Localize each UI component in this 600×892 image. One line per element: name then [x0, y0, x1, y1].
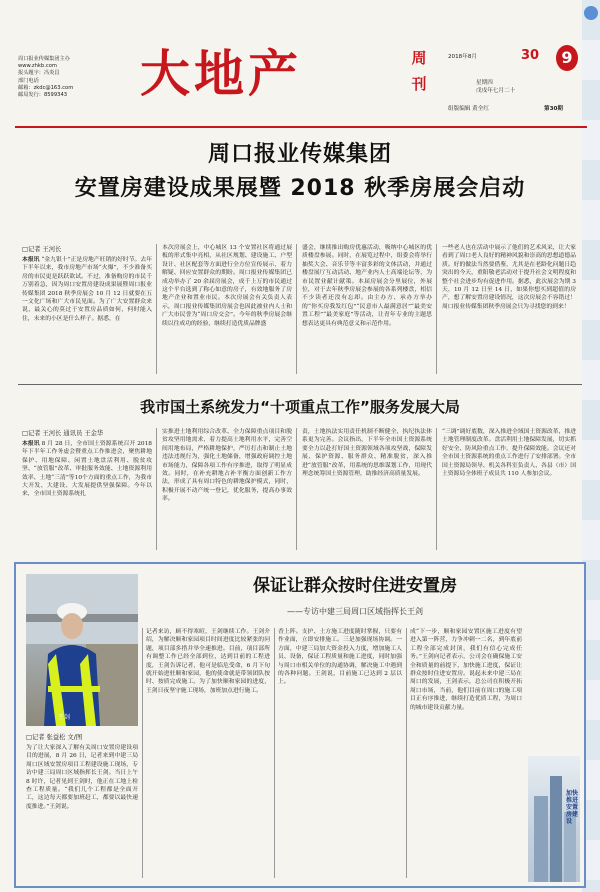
info-line: 部门电话 [18, 77, 39, 84]
article1-col1 [22, 256, 152, 376]
article2-byline: □记者 王河长 通讯员 王金华 [22, 430, 104, 437]
masthead [0, 0, 600, 128]
article3-col3: 香上阵。支护、土方施工进度随时掌握，只要有作业面，立即安排施工。三是加强现场协调。一方面，中建三局加大资金投入力度，增加施工人员、设备，保证工程质量和施工进度，同时加强与周口市相关单位的沟通协调，解决施工中遇到的各种问题。王剑说，目前施工已达到 2 层以上。 [278, 629, 402, 686]
article2-col4: “三调”调好底数，深入推进全域国土资源改革，推进土地管理制度改革。盘活利用土地保障发展，切实抓好安全、防风险重点工作，提升保障效能。会议还对全市国土资源系统的重点工作进行了安排部署。全市国土资源局领导、机关各科室负责人、各县（市）国土资源局全体班子成员共 110 人参加会议。 [442, 429, 576, 478]
article1-col2: 本次房展会上，中心城区 13 个安置社区将通过展板的形式集中亮相，从社区规划、建设施工、户型设计、社区配套等方面进行全方位宣传展示，着力解疑、回应安置群众的期盼。周口报业传媒集团已成功举办了 20 余届房展会，成千上万的市民通过这个平台选到了称心如意的房子，有效地服务了房地产企业和置业市民。本次房展会有关负责人表示，周口报业传媒集团房展会也因此被业内人士和广大市民誉为“周口房交会”。今年的秋季房展会继续以往成功的经验，继续打造优质品牌盛 [162, 245, 292, 327]
worker-photo-icon [26, 574, 138, 726]
article1-byline: □记者 王河长 [22, 246, 62, 253]
info-line: 周口报业传媒集团主办 [18, 56, 70, 62]
column-rule [406, 628, 407, 878]
column-rule [156, 244, 157, 374]
article1-col3: 盛会，继续推出购房优惠活动，吸纳中心城区的优质楼盘参展。同时，在展览过程中，组委会将举行抽奖大会、音乐节等丰富多彩的文体活动，并通过楼盘展厅互动活动、地产业内人士高端论坛等，为市民置业献计献策。本届房展会分里展位，外展位，对于去年秋季房展会参展的各系列楼盘，相信不少读者还没有忘却。由主办方、承办方举办的“你买房我发红包”“民意市人最满意居”“最美安置工程”“最美家庭”等活动，让青年专业的主题思想表达更具有典范意义和示范作用。 [302, 245, 432, 327]
issue-number: 第30期 [544, 106, 563, 112]
article2-col3: 责，土地执法实用责任机制不断健全，执纪执法体系更为完善。会议指出，下半年全市国土资源系统要全力以赴打好国土资源领域各项攻坚战，保障发展、保护资源、服务群众、精准脱贫，深入推进“放管服”改革，用系统的思维谋划工作，用现代理念统筹国土资源管理，助推经济高质量发展。 [302, 429, 432, 478]
weekly-label [408, 48, 430, 94]
article1-col4: 一些老人也在活动中展示了他们的艺术风采，让大家看到了周口老人良好的精神风貌和崇高的思想道德品质。好的做法当然要借鉴，尤其是在老龄化问题日趋突出的今天，重阳敬老活动对于提升社会文明程度和整个社会进步均有促进作用。据悉，此次展会为期 3 天，10 月 12 日至 14 日，如果你想买到超值的房产，想了解安置房建设情况，这次房展会不容错过！周口报业传媒集团秋季房展会只为寻找您的到来！ [442, 245, 576, 310]
article2-col2: 实推进土地利用综合改革、全力保障重点项目和脱贫攻坚用地需求，着力提高土地利用水平，完善空间用地布局，严格耕地保护，严厉打击和制止土地违法违规行为，强化土地储备，增强政府调控土地市场能力，保障各项工作有序推进，取得了明显成效。同时，在补充耕地占补平衡方面创新工作方法，形成了具有周口特色的耕地保护模式，同时，积极开展不动产统一登记，优化服务，提高办事效率。 [162, 429, 292, 503]
figure-caption: 加快推进安置房建设 [566, 790, 579, 825]
article3-col4: 成“下一步，顺和家园安置区施工进度有望进入第一阵营，力争冲刺一二名，到年底前工程全部完成封顶，我们有信心完成任务。”王剑向记者表示，公司会在确保施工安全和质量的前提下，加快施工进度，保证让群众按时住进安置房。说起未来中建三局在周口的发展，王剑表示，总公司在积极开拓周口市场，当前，他们目前在周口的施工项目正有序推进，继续打造优质工程，为周口的城市建设贡献力量。 [410, 629, 522, 711]
article2-col1-text: 8 月 28 日，全市国土资源系统召开 2018 年下半年工作务虚会暨重点工作推进会，聚焦耕地保护、用地保障、闲置土地盘活利用、脱贫攻坚、“放管服”改革、审批服务效能、土地资源利用效率、土地“三清”等10个方面的重点工作，为我市大开发、大建设、大发展提供坚强保障。今年以来，全市国土资源系统扎 [22, 441, 152, 498]
column-rule [296, 428, 297, 550]
article1-title-line1: 周口报业传媒集团 [207, 142, 392, 167]
weekday: 星期四 [476, 80, 493, 86]
column-rule [436, 428, 437, 550]
article1-headline [18, 138, 582, 206]
newspaper-logo: 大地产 [140, 44, 302, 103]
weekly-label-2: 刊 [411, 75, 427, 93]
article2-col1 [22, 440, 152, 552]
article2-headline: 我市国土系统发力“十项重点工作”服务发展大局 [140, 398, 460, 416]
article3-headline: 保证让群众按时住进安置房 [253, 576, 457, 596]
article1-col1-text: “金九银十”正是房地产旺销的好时节。去年下半年以来，我市房地产市场“火爆”，不少准备买房的市民更是跃跃欲试。不过，准备购房的市民千万别着急，因为周口安置房建设成果展暨周口报业传媒集团 2018 秋季房展会 10 月 12 日就要在五一文化广场和广大市民见面。为了广大安置群众来说，最关心的莫过于安置房品质如何，何时能入住，未来的小区是什么样子。据悉，在 [22, 257, 152, 322]
masthead-divider [15, 126, 587, 128]
masthead-left-info [18, 56, 128, 99]
date-prefix: 2018年8月 [448, 54, 477, 60]
article2-lead: 本报讯 [22, 441, 40, 447]
article3-byline: □记者 张益松 文/图 [26, 734, 83, 741]
article1-lead: 本报讯 [22, 257, 40, 263]
interview-photo [26, 574, 138, 726]
column-rule [156, 428, 157, 550]
column-rule [436, 244, 437, 374]
layout-editor: 组版编辑 黄全红 [448, 106, 489, 112]
info-line: 邮箱：zkdc@163.com [18, 84, 74, 91]
lunar-date: 戊戌年七月二十 [476, 88, 516, 94]
date-day: 30 [521, 48, 540, 63]
info-line: 邮局发行：8599343 [18, 92, 68, 99]
photo-caption: 王剑 [58, 714, 71, 721]
column-rule [274, 628, 275, 878]
section-divider [18, 384, 582, 385]
article3-subtitle: ——专访中建三局周口区域指挥长王剑 [287, 607, 423, 616]
article3-col1: 为了让大家深入了解有关周口安置房建设项目的进展，8 月 26 日，记者来到中建三局周口区域安置房项目工程建设施工现场，专访中建三局周口区域指挥长王剑。当日上午 8 时许，记者见到王剑时，他正在工地上检查工程质量。“我们几个工程都是全面开工，这边每天都要加班赶工，都要以最快速度推进。”王剑说。 [26, 745, 138, 810]
column-rule [142, 628, 143, 878]
article1-title-line2: 安置房建设成果展暨 2018 秋季房展会启动 [74, 176, 526, 201]
article3-col2: 记者来访，顾不得寒暄，王剑继续工作。王剑介绍，为解决顺和家园项目时间进度比较紧张的问题，项目部多措并举全速推进。目前，项目部所有调整工作已经全部到位，达到目前的工程进度，王剑告诉记者，他可是临危受命，6 月下旬就开始进驻顺和家园，他的使命就是带领团队按时、按质完成施工。为了加快顺和家园的进度，王剑日夜坚守施工现场，加班加点进行施工。 [146, 629, 270, 694]
page-number-badge: 9 [556, 45, 578, 71]
info-line: 报头题字：冯炎昌 [18, 70, 60, 77]
weekly-label-1: 周 [411, 49, 427, 67]
info-line: www.zhkb.com [18, 63, 57, 70]
column-rule [296, 244, 297, 374]
